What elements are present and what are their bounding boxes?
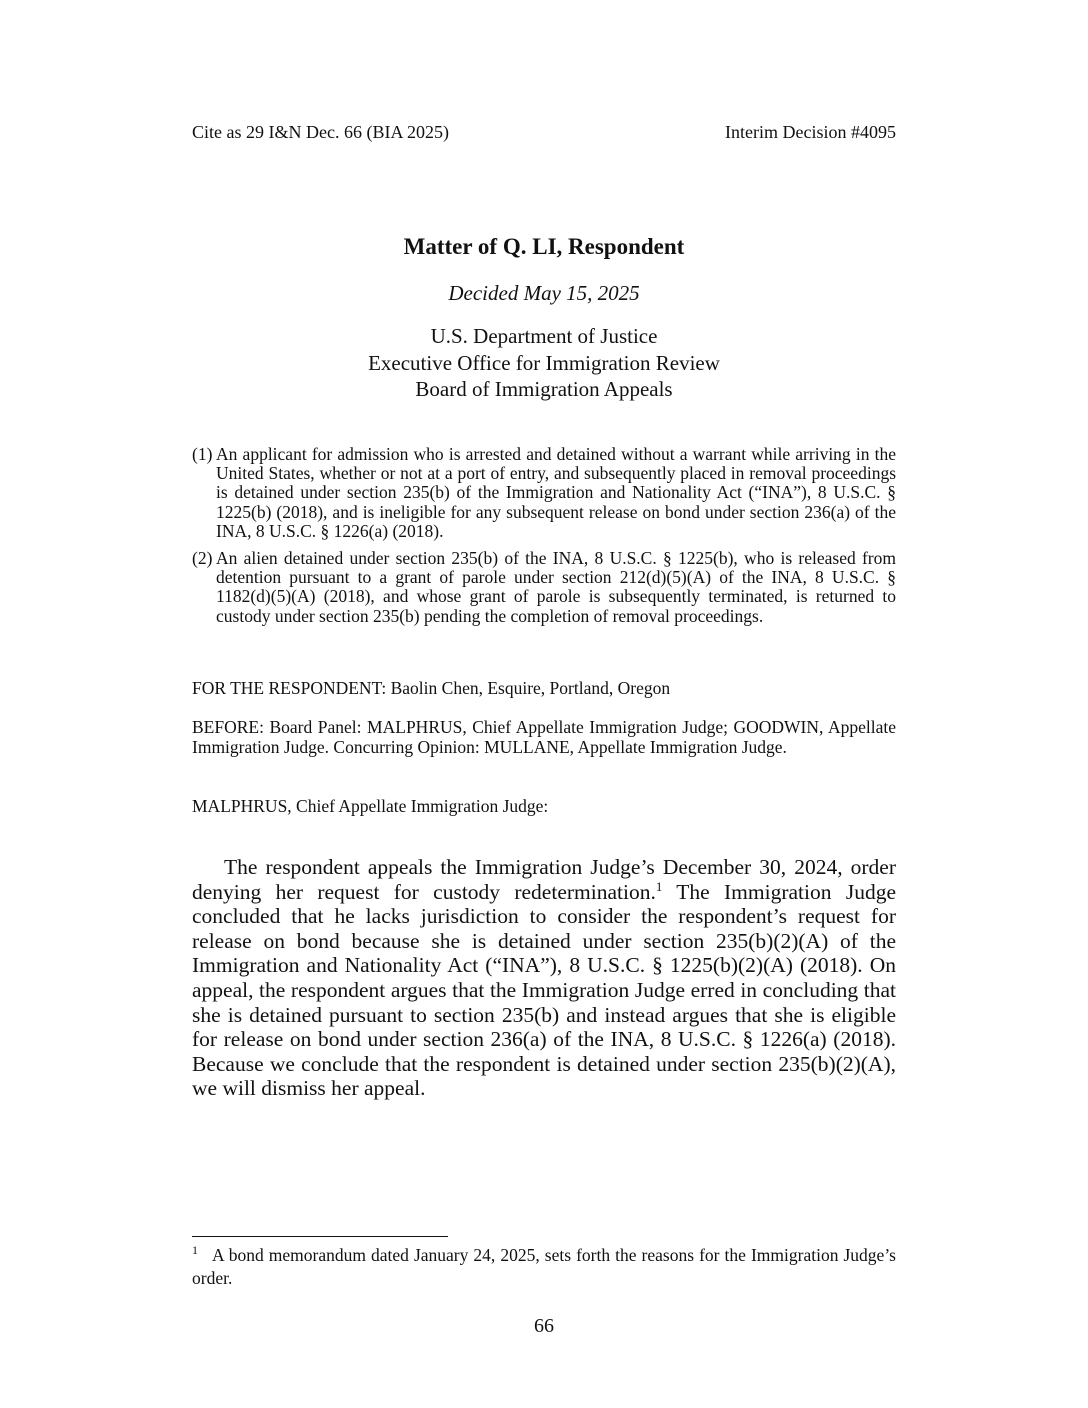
footnote-divider — [192, 1236, 448, 1237]
decision-date: Decided May 15, 2025 — [448, 281, 640, 305]
case-title: Matter of Q. LI, Respondent — [403, 234, 685, 259]
author-line: MALPHRUS, Chief Appellate Immigration Judge: — [192, 796, 549, 816]
counsel-line: FOR THE RESPONDENT: Baolin Chen, Esquire, Portland, Oregon — [192, 678, 671, 698]
footnote — [192, 1244, 896, 1290]
headnote-text: An alien detained under section 235(b) of the INA, 8 U.S.C. § 1225(b), who is released from detention pursuant to a grant of parole under section 212(d)(5)(A) of the INA, 8 U.S.C. § 1182(d)(5)(A) (2018), and whose grant of parole is subsequently terminated, is returned to custody under section 235(b) pending the completion of removal proceedings. — [216, 548, 896, 626]
opinion-text-part2: The Immigration Judge concluded that he lacks jurisdiction to consider the respondent’s request for release on bond because she is detained under section 235(b)(2)(A) of the Immigration and Nationality Act (“INA”), 8 U.S.C. § 1225(b)(2)(A) (2018). On appeal, the respondent argues that the Immigration Judge erred in concluding that she is detained pursuant to section 235(b) and instead argues that she is eligible for release on bond under section 236(a) of the INA, 8 U.S.C. § 1226(a) (2018). Because we conclude that the respondent is detained under section 235(b)(2)(A), we will dismiss her appeal. — [192, 879, 896, 1101]
agency-department: U.S. Department of Justice — [430, 324, 658, 348]
headnote-number: (2) — [192, 548, 213, 569]
panel-line: BEFORE: Board Panel: MALPHRUS, Chief Appellate Immigration Judge; GOODWIN, Appellate Immigration Judge. Concurring Opinion: MULLANE, Appellate Immigration Judge. — [192, 717, 896, 757]
agency-block — [192, 323, 896, 403]
citation: Cite as 29 I&N Dec. 66 (BIA 2025) — [192, 122, 449, 142]
headnote — [192, 549, 896, 626]
footnote-text: A bond memorandum dated January 24, 2025, sets forth the reasons for the Immigration Judge’s order. — [192, 1245, 896, 1288]
agency-board: Board of Immigration Appeals — [415, 377, 673, 401]
page-number: 66 — [534, 1315, 554, 1337]
footnote-reference[interactable]: 1 — [655, 878, 663, 894]
opinion-paragraph — [192, 855, 896, 1101]
headnote-number: (1) — [192, 444, 213, 464]
headnote — [192, 445, 896, 541]
headnotes — [192, 445, 896, 634]
headnote-text: An applicant for admission who is arrested and detained without a warrant while arriving in the United States, whether or not at a port of entry, and subsequently placed in removal proceedings is detained under section 235(b) of the Immigration and Nationality Act (“INA”), 8 U.S.C. § 1225(b) (2018), and is ineligible for any subsequent release on bond under section 236(a) of the INA, 8 U.S.C. § 1226(a) (2018). — [216, 444, 896, 541]
opinion-text-part1: The respondent appeals the Immigration Judge’s December 30, 2024, order denying her request for custody redetermination. — [192, 855, 896, 904]
decision-number: Interim Decision #4095 — [725, 122, 896, 142]
agency-office: Executive Office for Immigration Review — [368, 350, 720, 375]
footnote-marker: 1 — [192, 1243, 198, 1258]
running-head — [192, 121, 896, 143]
